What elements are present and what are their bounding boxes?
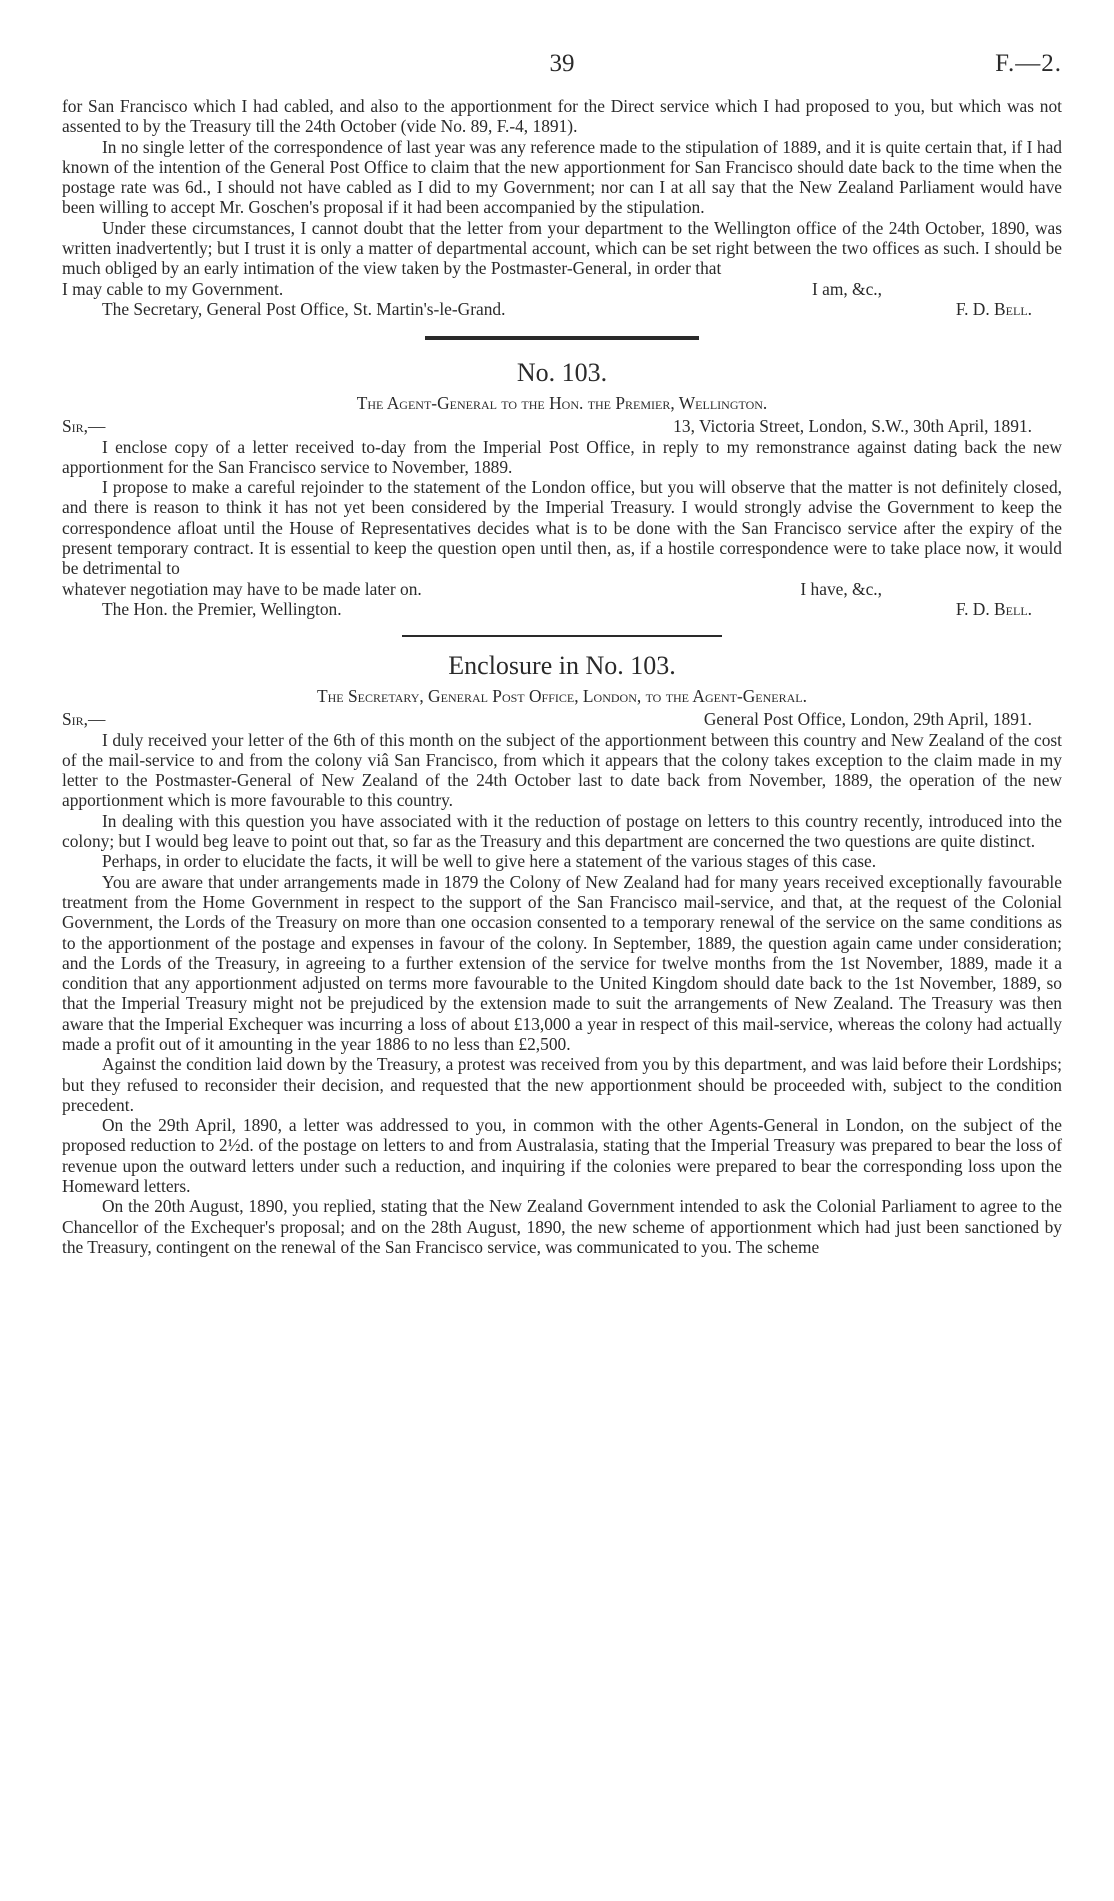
sender-address: General Post Office, London, 29th April, 1891. [703,709,1032,730]
section-divider [425,336,699,340]
paragraph-last-line: I may cable to my Government. [62,278,284,299]
signature: F. D. Bell. [955,298,1032,319]
paragraph: In dealing with this question you have associated with it the reduction of postage on letters to this country recently, introduced into the colony; but I would beg leave to point out that, so far as the Treasury and this department are concerned the two questions are quite distinct. [62,810,1062,852]
paragraph: I propose to make a careful rejoinder to the statement of the London office, but you will observe that the matter is not definitely closed, and there is reason to think it has not yet been considered by the Imperial Treasury. I would strongly advise the Government to keep the correspondence afloat until the House of Representatives decides what is to be done with the San Francisco service after the expiry of the present temporary contract. It is essential to keep the question open until then, as, if a hostile correspondence were to take place now, it would be detrimental to [62,477,1062,579]
closing-row [62,279,1062,299]
enclosure-letter [62,651,1062,1257]
page-header [62,50,1062,96]
letter-subheading: The Agent-General to the Hon. the Premier, Wellington. [356,393,768,414]
previous-letter-continuation [62,96,1062,319]
closing-row [62,579,1062,599]
page-number: 39 [549,50,575,77]
paragraph: for San Francisco which I had cabled, and also to the apportionment for the Direct service which I had proposed to you, but which was not assented to by the Treasury till the 24th October (vide No. 89, F.-4, 1891). [62,96,1062,137]
paragraph: On the 29th April, 1890, a letter was addressed to you, in common with the other Agents-General in London, on the subject of the proposed reduction to 2½d. of the postage on letters to and from Australasia, stating that the Imperial Treasury was prepared to bear the loss of revenue upon the outward letters under such a reduction, and inquiring if the colonies were prepared to bear the corresponding loss upon the Homeward letters. [62,1115,1062,1197]
closing: I have, &c., [800,578,882,599]
paragraph: Perhaps, in order to elucidate the facts, it will be well to give here a statement of the various stages of this case. [102,851,877,872]
letter-103 [62,358,1062,619]
document-reference: F.—2. [995,50,1062,77]
salutation: Sir,— [62,709,106,730]
paragraph: You are aware that under arrangements made in 1879 the Colony of New Zealand had for many years received exceptionally favourable treatment from the Home Government in respect to the support of the San Francisco mail-service, and that, at the request of the Colonial Government, the Lords of the Treasury on more than one occasion consented to a temporary renewal of the service on the same conditions as to the apportionment of the postage and expenses in favour of the colony. In September, 1889, the question again came under consideration; and the Lords of the Treasury, in agreeing to a further extension of the service for twelve months from the 1st November, 1889, made it a condition that any apportionment adjusted on terms more favourable to the United Kingdom should date back to the 1st November, 1889, so that the Imperial Treasury might not be prejudiced by the extension made to suit the arrangements of New Zealand. The Treasury was then aware that the Imperial Exchequer was incurring a loss of about £13,000 a year in respect of this mail-service, whereas the colony had actually made a profit out of it amounting in the year 1886 to no less than £2,500. [62,871,1062,1054]
signature-row [62,299,1062,319]
salutation-row [62,416,1062,436]
paragraph: Against the condition laid down by the Treasury, a protest was received from you by this department, and was laid before their Lordships; but they refused to reconsider their decision, and requested that the new apportionment should be proceeded with, subject to the condition precedent. [62,1054,1062,1115]
paragraph: Under these circumstances, I cannot doubt that the letter from your department to the Wellington office of the 24th October, 1890, was written inadvertently; but I trust it is only a matter of departmental account, which can be set right between the two offices as such. I should be much obliged by an early intimation of the view taken by the Postmaster-General, in order that [62,217,1062,279]
salutation: Sir,— [62,416,106,437]
document-page [62,50,1062,1257]
paragraph-last-line: whatever negotiation may have to be made later on. [62,578,422,599]
paragraph: On the 20th August, 1890, you replied, stating that the New Zealand Government intended to ask the Colonial Parliament to agree to the Chancellor of the Exchequer's proposal; and on the 28th August, 1890, the new scheme of apportionment which had just been sanctioned by the Treasury, contingent on the renewal of the San Francisco service, was communicated to you. The scheme [62,1196,1062,1257]
paragraph: I duly received your letter of the 6th of this month on the subject of the apportionment between this country and New Zealand of the cost of the mail-service to and from the colony viâ San Francisco, from which it appears that the colony takes exception to the claim made in my letter to the Postmaster-General of New Zealand of the 24th October last to date back from November, 1889, the operation of the new apportionment which is more favourable to this country. [62,729,1062,811]
addressee: The Secretary, General Post Office, St. Martin's-le-Grand. [102,298,506,319]
closing: I am, &c., [811,278,882,299]
letter-heading: No. 103. [516,358,608,388]
enclosure-heading: Enclosure in No. 103. [448,651,676,681]
salutation-row [62,709,1062,729]
paragraph: In no single letter of the correspondence of last year was any reference made to the stipulation of 1889, and it is quite certain that, if I had known of the intention of the General Post Office to claim that the new apportionment for San Francisco should date back to the time when the postage rate was 6d., I should not have cabled as I did to my Government; nor can I at all say that the New Zealand Parliament would have been willing to accept Mr. Goschen's proposal if it had been accompanied by the stipulation. [62,136,1062,218]
signature-row [62,599,1062,619]
paragraph: I enclose copy of a letter received to-day from the Imperial Post Office, in reply to my remonstrance against dating back the new apportionment for the San Francisco service to November, 1889. [62,436,1062,477]
signature: F. D. Bell. [955,598,1032,619]
addressee: The Hon. the Premier, Wellington. [102,598,342,619]
section-divider [402,635,722,637]
enclosure-subheading: The Secretary, General Post Office, London, to the Agent-General. [317,686,807,707]
sender-address: 13, Victoria Street, London, S.W., 30th April, 1891. [673,416,1032,437]
